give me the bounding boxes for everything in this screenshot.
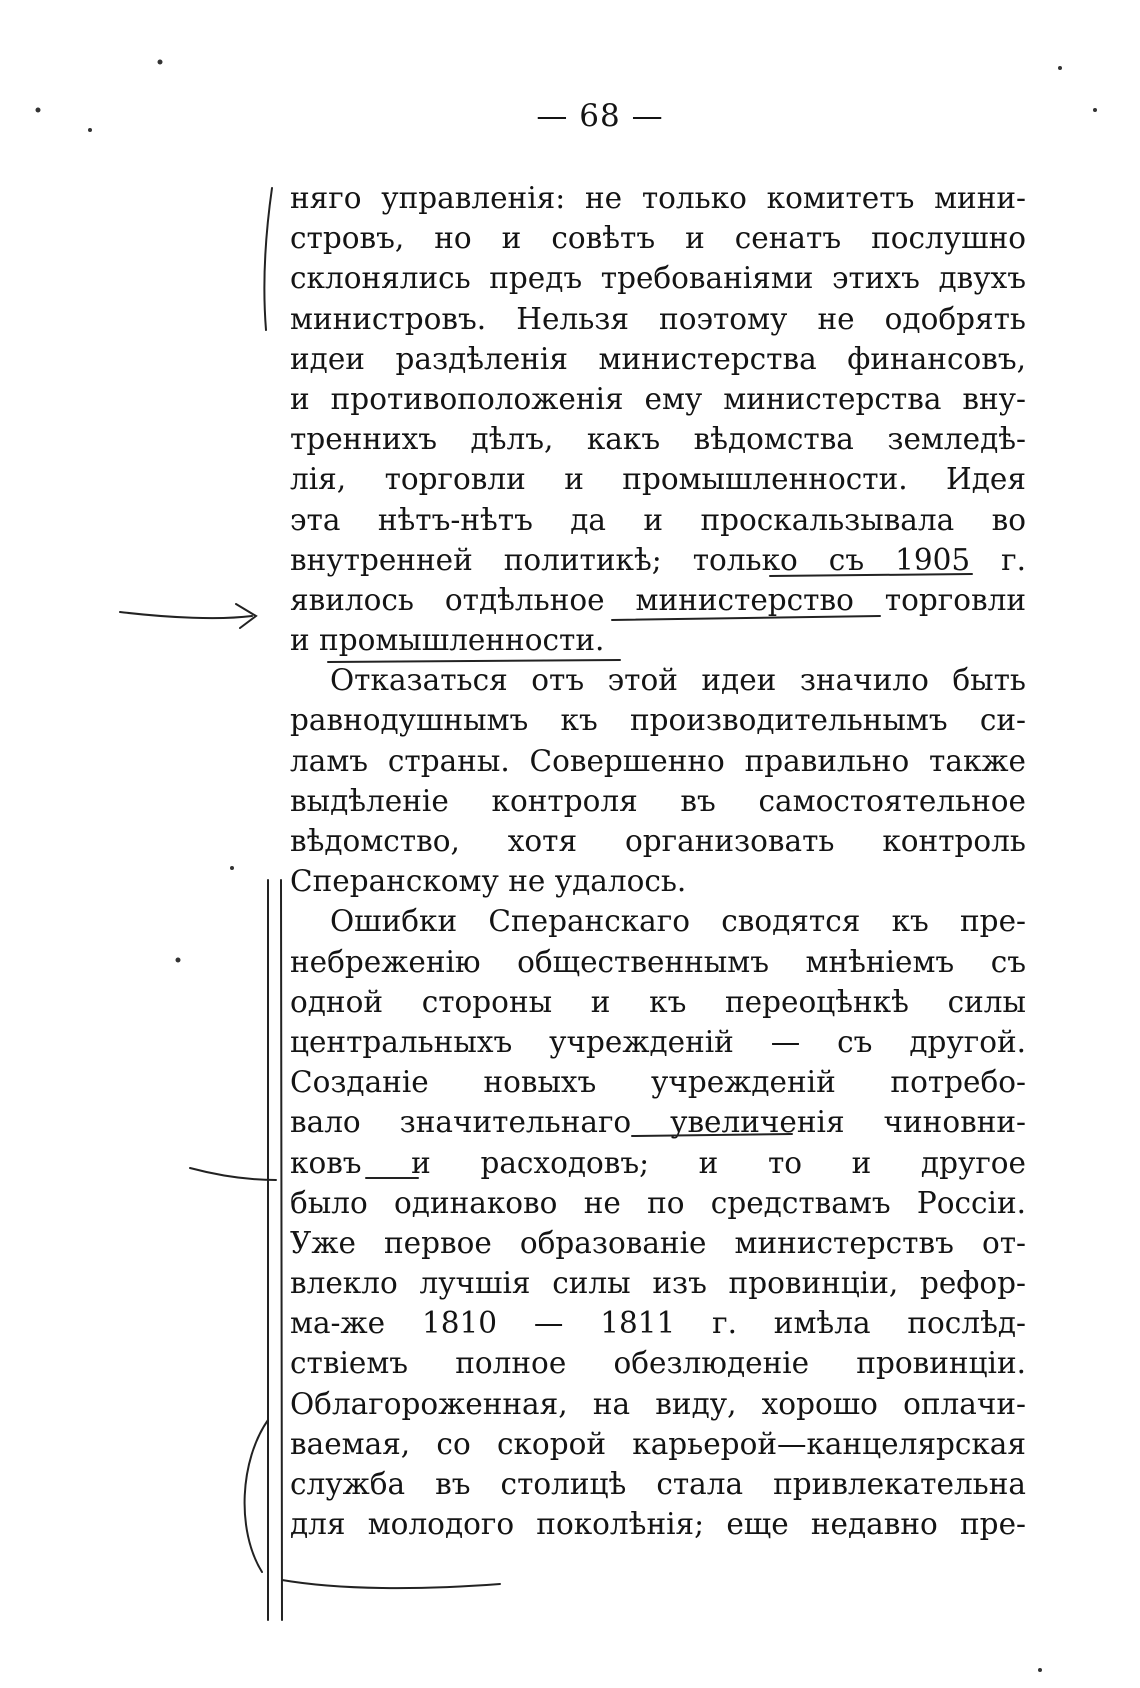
text-block — [290, 178, 1026, 1544]
text-line: для молодого поколѣнія; еще недавно пре- — [290, 1507, 1026, 1542]
paragraph-2 — [290, 660, 1026, 901]
text-line: стровъ, но и совѣтъ и сенатъ послушно — [290, 221, 1026, 256]
text-line: склонялись предъ требованіями этихъ двухъ — [290, 261, 1026, 296]
text-line: служба въ столицѣ стала привлекательна — [290, 1467, 1026, 1501]
margin-arrow-bottom — [190, 1168, 276, 1180]
text-line: няго управленія: не только комитетъ мини- — [290, 181, 1026, 215]
text-line: эта нѣтъ-нѣтъ да и проскальзывала во — [290, 502, 1026, 537]
text-line: центральныхъ учрежденій — съ другой. — [290, 1024, 1026, 1059]
text-line: вѣдомство, хотя организовать контроль — [290, 824, 1026, 858]
text-line: ствіемъ полное обезлюденіе провинціи. — [290, 1346, 1026, 1381]
text-line: лія, торговли и промышленности. Идея — [290, 462, 1026, 497]
margin-bracket-bottom — [245, 1420, 268, 1572]
margin-arrow-top — [120, 612, 252, 618]
margin-bracket-top — [264, 188, 272, 330]
text-line: идеи раздѣленія министерства финансовъ, — [290, 341, 1026, 376]
text-line: Отказаться отъ этой идеи значило быть — [330, 663, 1026, 698]
text-line: и промышленности. — [290, 623, 605, 658]
text-line: выдѣленіе контроля въ самостоятельное — [290, 783, 1026, 818]
text-line: было одинаково не по средствамъ Россіи. — [290, 1185, 1026, 1220]
margin-arrow-top-head — [236, 604, 256, 628]
page-number: — 68 — — [536, 98, 664, 134]
text-line: Уже первое образованіе министерствъ от- — [290, 1225, 1026, 1260]
text-line: ваемая, со скорой карьерой—канцелярская — [290, 1426, 1026, 1461]
text-line: Ошибки Сперанскаго сводятся къ пре- — [330, 904, 1026, 939]
text-line: одной стороны и къ переоцѣнкѣ силы — [290, 984, 1026, 1019]
text-line: министровъ. Нельзя поэтому не одобрять — [290, 301, 1026, 336]
text-line: Созданіе новыхъ учрежденій потребо- — [290, 1065, 1026, 1100]
text-line: Облагороженная, на виду, хорошо оплачи- — [290, 1386, 1026, 1421]
underline-bottom — [282, 1580, 500, 1588]
text-line: небреженію общественнымъ мнѣніемъ съ — [290, 944, 1026, 979]
text-line: влекло лучшія силы изъ провинціи, рефор- — [290, 1266, 1026, 1301]
text-line: внутренней политикѣ; только съ 1905 г. — [290, 542, 1026, 577]
margin-vertical-line — [281, 880, 282, 1620]
paragraph-3 — [290, 901, 1026, 1544]
text-line: явилось отдѣльное министерство торговли — [290, 582, 1026, 617]
text-line: ма-же 1810 — 1811 г. имѣла послѣд- — [290, 1306, 1026, 1341]
text-line: ламъ страны. Совершенно правильно также — [290, 743, 1026, 778]
text-line: и противоположенія ему министерства вну- — [290, 381, 1026, 416]
text-line: ковъ и расходовъ; и то и другое — [290, 1145, 1026, 1180]
text-line: треннихъ дѣлъ, какъ вѣдомства земледѣ- — [290, 422, 1026, 457]
paragraph-1 — [290, 178, 1026, 660]
text-line: Сперанскому не удалось. — [290, 864, 687, 899]
text-line: вало значительнаго увеличенія чиновни- — [290, 1105, 1026, 1140]
text-line: равнодушнымъ къ производительнымъ си- — [290, 703, 1026, 738]
